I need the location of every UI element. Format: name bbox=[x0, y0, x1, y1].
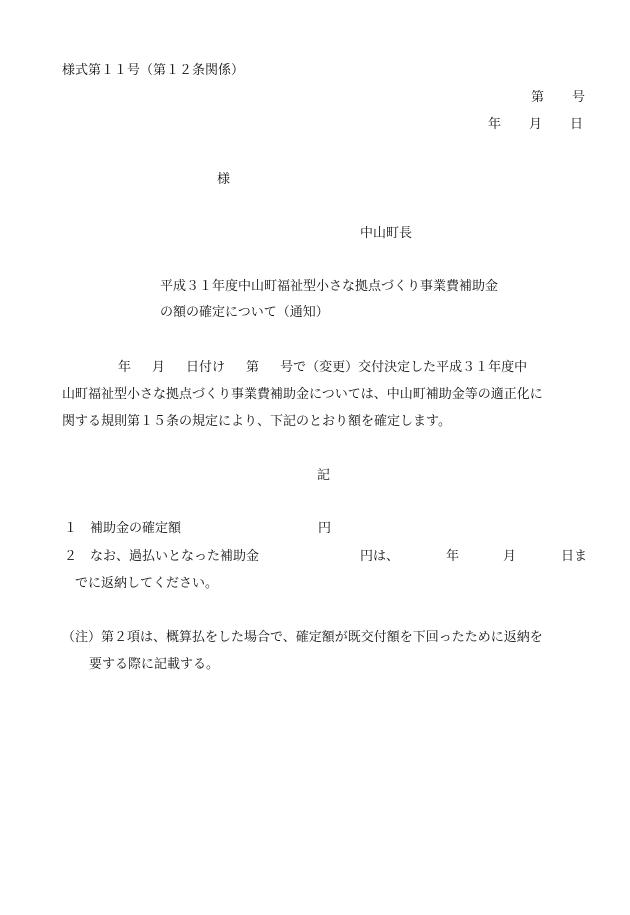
issue-date-month: 月 bbox=[529, 117, 543, 132]
issue-date-year: 年 bbox=[488, 117, 502, 132]
body-number-prefix: 第 bbox=[246, 360, 260, 375]
title-line-2: の額の確定について（通知） bbox=[160, 305, 329, 320]
body-line-2: 山町福祉型小さな拠点づくり事業費補助金については、中山町補助金等の適正化に bbox=[62, 387, 543, 402]
document-number-prefix: 第 bbox=[531, 90, 545, 105]
body-line-1 bbox=[118, 359, 527, 377]
ki-heading: 記 bbox=[317, 468, 331, 483]
issue-date bbox=[488, 116, 583, 134]
title-line-1: 平成３１年度中山町福祉型小さな拠点づくり事業費補助金 bbox=[160, 279, 499, 294]
issue-date-day: 日 bbox=[570, 117, 584, 132]
item-2-continuation: でに返納してください。 bbox=[75, 576, 219, 591]
item-2 bbox=[64, 548, 259, 566]
sender: 中山町長 bbox=[360, 226, 413, 241]
item-2-year: 年 bbox=[446, 549, 460, 564]
item-2-day: 日ま bbox=[561, 549, 588, 564]
document-number-suffix: 号 bbox=[572, 90, 586, 105]
item-1-label: 補助金の確定額 bbox=[90, 521, 182, 536]
recipient-suffix: 様 bbox=[217, 172, 231, 187]
body-year: 年 bbox=[118, 360, 132, 375]
item-1 bbox=[64, 520, 181, 538]
item-2-label: なお、過払いとなった補助金 bbox=[90, 549, 260, 564]
item-2-number: ２ bbox=[64, 549, 78, 564]
form-label: 様式第１１号（第１２条関係） bbox=[62, 63, 245, 78]
item-1-unit: 円 bbox=[318, 521, 332, 536]
document-number bbox=[531, 89, 585, 107]
item-2-month: 月 bbox=[503, 549, 517, 564]
body-day: 日付け bbox=[186, 360, 226, 375]
note-line-2: 要する際に記載する。 bbox=[89, 657, 220, 672]
item-2-unit: 円は、 bbox=[360, 549, 400, 564]
body-line-1-rest: 号で（変更）交付決定した平成３１年度中 bbox=[280, 360, 528, 375]
body-month: 月 bbox=[152, 360, 166, 375]
note-line-1: （注）第２項は、概算払をした場合で、確定額が既交付額を下回ったために返納を bbox=[62, 630, 543, 645]
item-1-number: １ bbox=[64, 521, 78, 536]
body-line-3: 関する規則第１５条の規定により、下記のとおり額を確定します。 bbox=[62, 414, 451, 429]
